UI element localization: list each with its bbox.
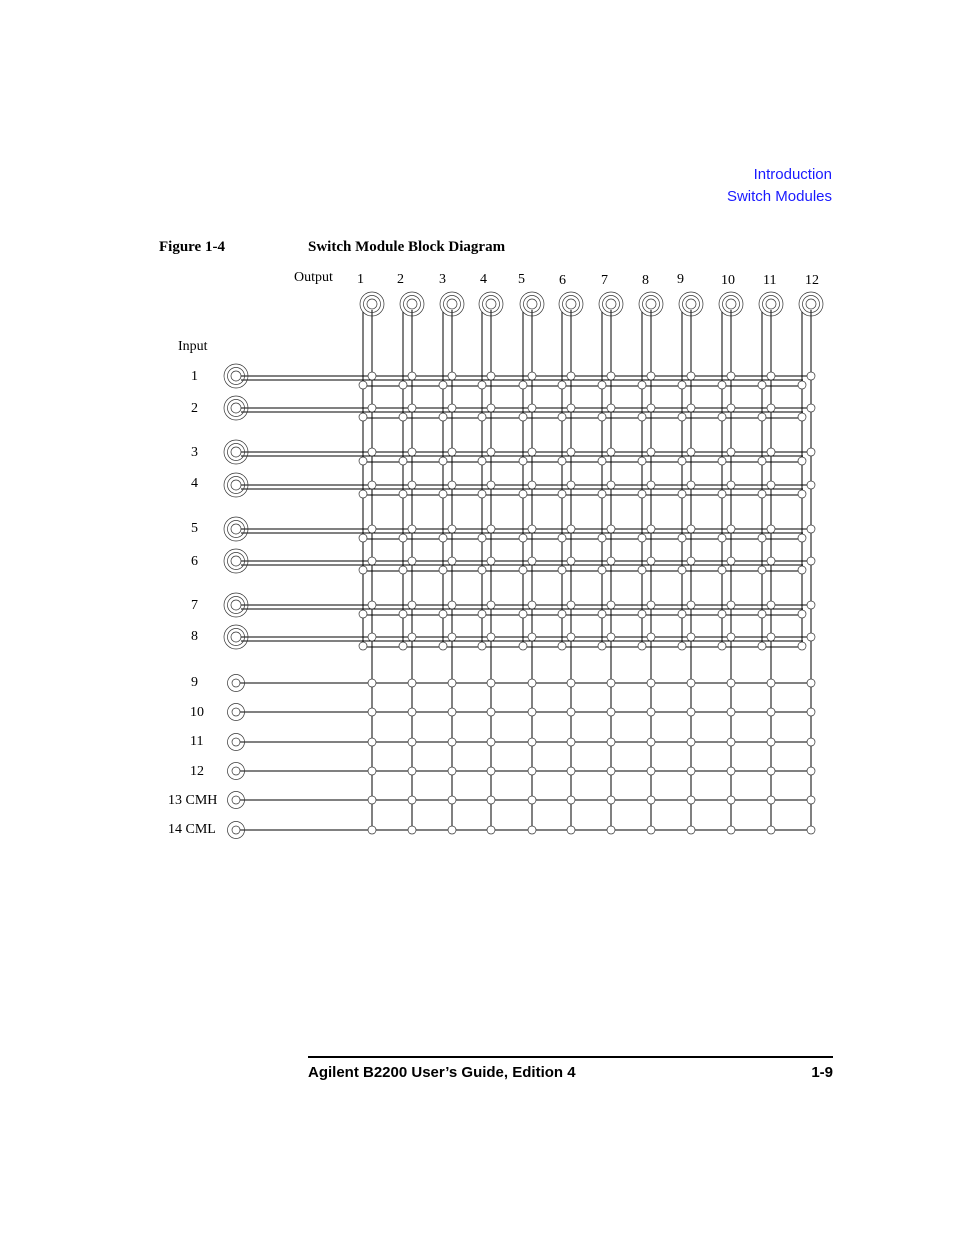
crosspoint-node: [758, 534, 766, 542]
crosspoint-node: [807, 481, 815, 489]
crosspoint-node: [567, 826, 575, 834]
crosspoint-node: [368, 372, 376, 380]
page-number: 1-9: [811, 1064, 833, 1081]
crosspoint-node: [487, 557, 495, 565]
crosspoint-node: [399, 566, 407, 574]
input-label-2: 2: [191, 401, 198, 416]
footer-rule: [308, 1056, 833, 1058]
crosspoint-node: [758, 610, 766, 618]
crosspoint-node: [767, 738, 775, 746]
crosspoint-node: [798, 566, 806, 574]
crosspoint-node: [687, 767, 695, 775]
crosspoint-node: [487, 372, 495, 380]
input-label-11: 11: [190, 734, 204, 749]
crosspoint-node: [638, 534, 646, 542]
crosspoint-node: [647, 679, 655, 687]
crosspoint-node: [718, 490, 726, 498]
crosspoint-node: [408, 826, 416, 834]
crosspoint-node: [727, 708, 735, 716]
crosspoint-node: [567, 372, 575, 380]
crosspoint-node: [598, 457, 606, 465]
crosspoint-node: [368, 633, 376, 641]
crosspoint-node: [408, 557, 416, 565]
crosspoint-node: [448, 601, 456, 609]
crosspoint-node: [647, 633, 655, 641]
crosspoint-node: [727, 738, 735, 746]
crosspoint-node: [678, 490, 686, 498]
crosspoint-node: [598, 610, 606, 618]
crosspoint-node: [448, 404, 456, 412]
crosspoint-node: [528, 601, 536, 609]
crosspoint-node: [598, 642, 606, 650]
crosspoint-node: [439, 381, 447, 389]
output-label-4: 4: [480, 272, 487, 287]
crosspoint-node: [798, 642, 806, 650]
crosspoint-node: [368, 738, 376, 746]
crosspoint-node: [408, 404, 416, 412]
crosspoint-node: [408, 679, 416, 687]
crosspoint-node: [448, 525, 456, 533]
crosspoint-node: [478, 490, 486, 498]
crosspoint-node: [408, 601, 416, 609]
output-label-9: 9: [677, 272, 684, 287]
crosspoint-node: [647, 601, 655, 609]
output-heading: Output: [294, 270, 333, 285]
crosspoint-node: [408, 633, 416, 641]
crosspoint-node: [798, 457, 806, 465]
crosspoint-node: [647, 767, 655, 775]
crosspoint-node: [528, 738, 536, 746]
crosspoint-node: [807, 404, 815, 412]
crosspoint-node: [678, 642, 686, 650]
crosspoint-node: [519, 610, 527, 618]
crosspoint-node: [767, 557, 775, 565]
crosspoint-node: [767, 372, 775, 380]
crosspoint-node: [448, 557, 456, 565]
crosspoint-node: [487, 826, 495, 834]
crosspoint-node: [718, 610, 726, 618]
crosspoint-node: [807, 448, 815, 456]
crosspoint-node: [399, 457, 407, 465]
crosspoint-node: [448, 826, 456, 834]
crosspoint-node: [687, 826, 695, 834]
crosspoint-node: [638, 413, 646, 421]
crosspoint-node: [767, 767, 775, 775]
crosspoint-node: [727, 372, 735, 380]
crosspoint-node: [487, 708, 495, 716]
crosspoint-node: [647, 404, 655, 412]
crosspoint-node: [567, 525, 575, 533]
crosspoint-node: [727, 557, 735, 565]
crosspoint-node: [558, 381, 566, 389]
input-label-5: 5: [191, 521, 198, 536]
crosspoint-node: [478, 566, 486, 574]
input-label-8: 8: [191, 629, 198, 644]
crosspoint-node: [558, 457, 566, 465]
crosspoint-node: [807, 601, 815, 609]
crosspoint-node: [519, 642, 527, 650]
crosspoint-node: [758, 381, 766, 389]
crosspoint-node: [647, 557, 655, 565]
crosspoint-node: [448, 796, 456, 804]
crosspoint-node: [798, 610, 806, 618]
crosspoint-node: [448, 448, 456, 456]
crosspoint-node: [607, 796, 615, 804]
crosspoint-node: [567, 557, 575, 565]
output-label-12: 12: [805, 273, 819, 288]
crosspoint-node: [727, 633, 735, 641]
crosspoint-node: [607, 601, 615, 609]
crosspoint-node: [368, 557, 376, 565]
crosspoint-node: [359, 457, 367, 465]
crosspoint-node: [687, 679, 695, 687]
crosspoint-node: [478, 457, 486, 465]
input-label-7: 7: [191, 598, 198, 613]
output-label-2: 2: [397, 272, 404, 287]
crosspoint-node: [359, 610, 367, 618]
crosspoint-node: [408, 481, 416, 489]
crosspoint-node: [487, 481, 495, 489]
crosspoint-node: [567, 633, 575, 641]
crosspoint-node: [408, 738, 416, 746]
crosspoint-node: [439, 457, 447, 465]
crosspoint-node: [598, 381, 606, 389]
crosspoint-node: [567, 767, 575, 775]
crosspoint-node: [647, 525, 655, 533]
crosspoint-node: [399, 381, 407, 389]
crosspoint-node: [487, 404, 495, 412]
crosspoint-node: [607, 481, 615, 489]
crosspoint-node: [638, 566, 646, 574]
crosspoint-node: [678, 381, 686, 389]
crosspoint-node: [368, 826, 376, 834]
crosspoint-node: [607, 557, 615, 565]
crosspoint-node: [687, 738, 695, 746]
input-label-9: 9: [191, 675, 198, 690]
crosspoint-node: [727, 601, 735, 609]
crosspoint-node: [478, 381, 486, 389]
crosspoint-node: [598, 566, 606, 574]
crosspoint-node: [767, 633, 775, 641]
crosspoint-node: [607, 372, 615, 380]
crosspoint-node: [359, 490, 367, 498]
input-label-6: 6: [191, 554, 198, 569]
crosspoint-node: [567, 481, 575, 489]
crosspoint-node: [727, 796, 735, 804]
crosspoint-node: [567, 708, 575, 716]
crosspoint-node: [487, 525, 495, 533]
input-label-12: 12: [190, 764, 204, 779]
crosspoint-node: [519, 566, 527, 574]
crosspoint-node: [448, 738, 456, 746]
crosspoint-node: [807, 796, 815, 804]
crosspoint-node: [528, 708, 536, 716]
output-label-6: 6: [559, 273, 566, 288]
output-label-7: 7: [601, 273, 608, 288]
crosspoint-node: [678, 610, 686, 618]
crosspoint-node: [519, 534, 527, 542]
crosspoint-node: [718, 566, 726, 574]
crosspoint-node: [487, 679, 495, 687]
crosspoint-node: [598, 413, 606, 421]
crosspoint-node: [558, 490, 566, 498]
crosspoint-node: [368, 404, 376, 412]
crosspoint-node: [607, 767, 615, 775]
input-label-3: 3: [191, 445, 198, 460]
crosspoint-node: [567, 404, 575, 412]
crosspoint-node: [607, 738, 615, 746]
crosspoint-node: [767, 448, 775, 456]
crosspoint-node: [519, 413, 527, 421]
crosspoint-node: [687, 796, 695, 804]
crosspoint-node: [448, 708, 456, 716]
crosspoint-node: [359, 566, 367, 574]
crosspoint-node: [767, 601, 775, 609]
input-label-4: 4: [191, 476, 198, 491]
crosspoint-node: [647, 708, 655, 716]
crosspoint-node: [399, 413, 407, 421]
input-heading: Input: [178, 339, 208, 354]
output-label-3: 3: [439, 272, 446, 287]
crosspoint-node: [807, 767, 815, 775]
crosspoint-node: [638, 610, 646, 618]
crosspoint-node: [767, 826, 775, 834]
crosspoint-node: [478, 534, 486, 542]
crosspoint-node: [408, 767, 416, 775]
crosspoint-node: [607, 525, 615, 533]
crosspoint-node: [408, 525, 416, 533]
crosspoint-node: [448, 372, 456, 380]
footer-title: Agilent B2200 User’s Guide, Edition 4: [308, 1064, 576, 1081]
crosspoint-node: [359, 381, 367, 389]
crosspoint-node: [687, 525, 695, 533]
crosspoint-node: [439, 566, 447, 574]
crosspoint-node: [567, 796, 575, 804]
crosspoint-node: [687, 557, 695, 565]
crosspoint-node: [718, 413, 726, 421]
crosspoint-node: [567, 738, 575, 746]
crosspoint-node: [487, 601, 495, 609]
crosspoint-node: [758, 566, 766, 574]
crosspoint-node: [439, 490, 447, 498]
crosspoint-node: [478, 610, 486, 618]
crosspoint-node: [638, 381, 646, 389]
crosspoint-node: [598, 534, 606, 542]
crosspoint-node: [647, 448, 655, 456]
crosspoint-node: [638, 457, 646, 465]
crosspoint-node: [439, 534, 447, 542]
crosspoint-node: [528, 679, 536, 687]
crosspoint-node: [478, 642, 486, 650]
crosspoint-node: [439, 413, 447, 421]
crosspoint-node: [368, 679, 376, 687]
crosspoint-node: [487, 633, 495, 641]
crosspoint-node: [638, 642, 646, 650]
crosspoint-node: [758, 413, 766, 421]
output-label-8: 8: [642, 273, 649, 288]
crosspoint-node: [368, 448, 376, 456]
crosspoint-node: [638, 490, 646, 498]
crosspoint-node: [718, 457, 726, 465]
input-label-1: 1: [191, 369, 198, 384]
chapter-link[interactable]: Introduction: [753, 166, 832, 183]
crosspoint-node: [558, 642, 566, 650]
crosspoint-node: [727, 481, 735, 489]
crosspoint-node: [687, 633, 695, 641]
crosspoint-node: [487, 738, 495, 746]
crosspoint-node: [528, 796, 536, 804]
crosspoint-node: [727, 525, 735, 533]
crosspoint-node: [727, 767, 735, 775]
crosspoint-node: [368, 601, 376, 609]
crosspoint-node: [727, 448, 735, 456]
input-label-14-cml: 14 CML: [168, 822, 216, 837]
crosspoint-node: [607, 826, 615, 834]
crosspoint-node: [678, 566, 686, 574]
crosspoint-node: [647, 481, 655, 489]
crosspoint-node: [528, 767, 536, 775]
crosspoint-node: [807, 525, 815, 533]
crosspoint-node: [399, 610, 407, 618]
crosspoint-node: [647, 738, 655, 746]
crosspoint-node: [767, 525, 775, 533]
crosspoint-node: [758, 457, 766, 465]
output-label-10: 10: [721, 273, 735, 288]
crosspoint-node: [807, 826, 815, 834]
crosspoint-node: [448, 767, 456, 775]
crosspoint-node: [727, 826, 735, 834]
crosspoint-node: [607, 679, 615, 687]
crosspoint-node: [448, 481, 456, 489]
crosspoint-node: [359, 642, 367, 650]
crosspoint-node: [687, 372, 695, 380]
crosspoint-node: [678, 457, 686, 465]
crosspoint-node: [528, 481, 536, 489]
input-label-13-cmh: 13 CMH: [168, 793, 218, 808]
crosspoint-node: [767, 404, 775, 412]
crosspoint-node: [647, 826, 655, 834]
input-label-10: 10: [190, 705, 204, 720]
crosspoint-node: [678, 534, 686, 542]
crosspoint-node: [607, 404, 615, 412]
crosspoint-node: [528, 372, 536, 380]
crosspoint-node: [439, 642, 447, 650]
crosspoint-node: [558, 610, 566, 618]
crosspoint-node: [567, 601, 575, 609]
crosspoint-node: [408, 372, 416, 380]
crosspoint-node: [399, 490, 407, 498]
section-link[interactable]: Switch Modules: [726, 188, 832, 205]
output-label-1: 1: [357, 272, 364, 287]
crosspoint-node: [798, 381, 806, 389]
crosspoint-node: [519, 490, 527, 498]
crosspoint-node: [758, 490, 766, 498]
output-label-11: 11: [763, 273, 777, 288]
crosspoint-node: [607, 633, 615, 641]
crosspoint-node: [767, 679, 775, 687]
crosspoint-node: [767, 481, 775, 489]
crosspoint-node: [408, 448, 416, 456]
crosspoint-node: [807, 557, 815, 565]
crosspoint-node: [528, 557, 536, 565]
figure-title: Switch Module Block Diagram: [308, 239, 506, 255]
crosspoint-node: [408, 708, 416, 716]
crosspoint-node: [558, 566, 566, 574]
crosspoint-node: [519, 381, 527, 389]
crosspoint-node: [687, 601, 695, 609]
crosspoint-node: [647, 372, 655, 380]
crosspoint-node: [487, 448, 495, 456]
crosspoint-node: [807, 738, 815, 746]
crosspoint-node: [718, 381, 726, 389]
crosspoint-node: [607, 448, 615, 456]
crosspoint-node: [519, 457, 527, 465]
crosspoint-node: [448, 633, 456, 641]
figure-label: Figure 1-4: [159, 239, 225, 255]
crosspoint-node: [647, 796, 655, 804]
crosspoint-node: [798, 490, 806, 498]
crosspoint-node: [558, 413, 566, 421]
crosspoint-node: [807, 708, 815, 716]
crosspoint-node: [487, 767, 495, 775]
crosspoint-node: [807, 633, 815, 641]
crosspoint-node: [528, 404, 536, 412]
crosspoint-node: [567, 679, 575, 687]
crosspoint-node: [687, 481, 695, 489]
crosspoint-node: [368, 767, 376, 775]
crosspoint-node: [798, 534, 806, 542]
crosspoint-node: [767, 796, 775, 804]
crosspoint-node: [368, 481, 376, 489]
crosspoint-node: [478, 413, 486, 421]
crosspoint-node: [678, 413, 686, 421]
crosspoint-node: [607, 708, 615, 716]
crosspoint-node: [399, 534, 407, 542]
crosspoint-node: [718, 642, 726, 650]
crosspoint-node: [439, 610, 447, 618]
crosspoint-node: [598, 490, 606, 498]
output-label-5: 5: [518, 272, 525, 287]
crosspoint-node: [718, 534, 726, 542]
crosspoint-node: [687, 448, 695, 456]
crosspoint-node: [528, 448, 536, 456]
crosspoint-node: [727, 679, 735, 687]
crosspoint-node: [368, 796, 376, 804]
crosspoint-node: [359, 534, 367, 542]
crosspoint-node: [368, 525, 376, 533]
crosspoint-node: [807, 679, 815, 687]
crosspoint-node: [399, 642, 407, 650]
crosspoint-node: [448, 679, 456, 687]
crosspoint-node: [807, 372, 815, 380]
crosspoint-node: [528, 633, 536, 641]
crosspoint-node: [528, 525, 536, 533]
crosspoint-node: [368, 708, 376, 716]
crosspoint-node: [767, 708, 775, 716]
crosspoint-node: [528, 826, 536, 834]
crosspoint-node: [567, 448, 575, 456]
crosspoint-node: [727, 404, 735, 412]
crosspoint-node: [758, 642, 766, 650]
crosspoint-node: [487, 796, 495, 804]
crosspoint-node: [687, 404, 695, 412]
crosspoint-node: [687, 708, 695, 716]
crosspoint-node: [798, 413, 806, 421]
crosspoint-node: [408, 796, 416, 804]
crosspoint-node: [558, 534, 566, 542]
crosspoint-node: [359, 413, 367, 421]
